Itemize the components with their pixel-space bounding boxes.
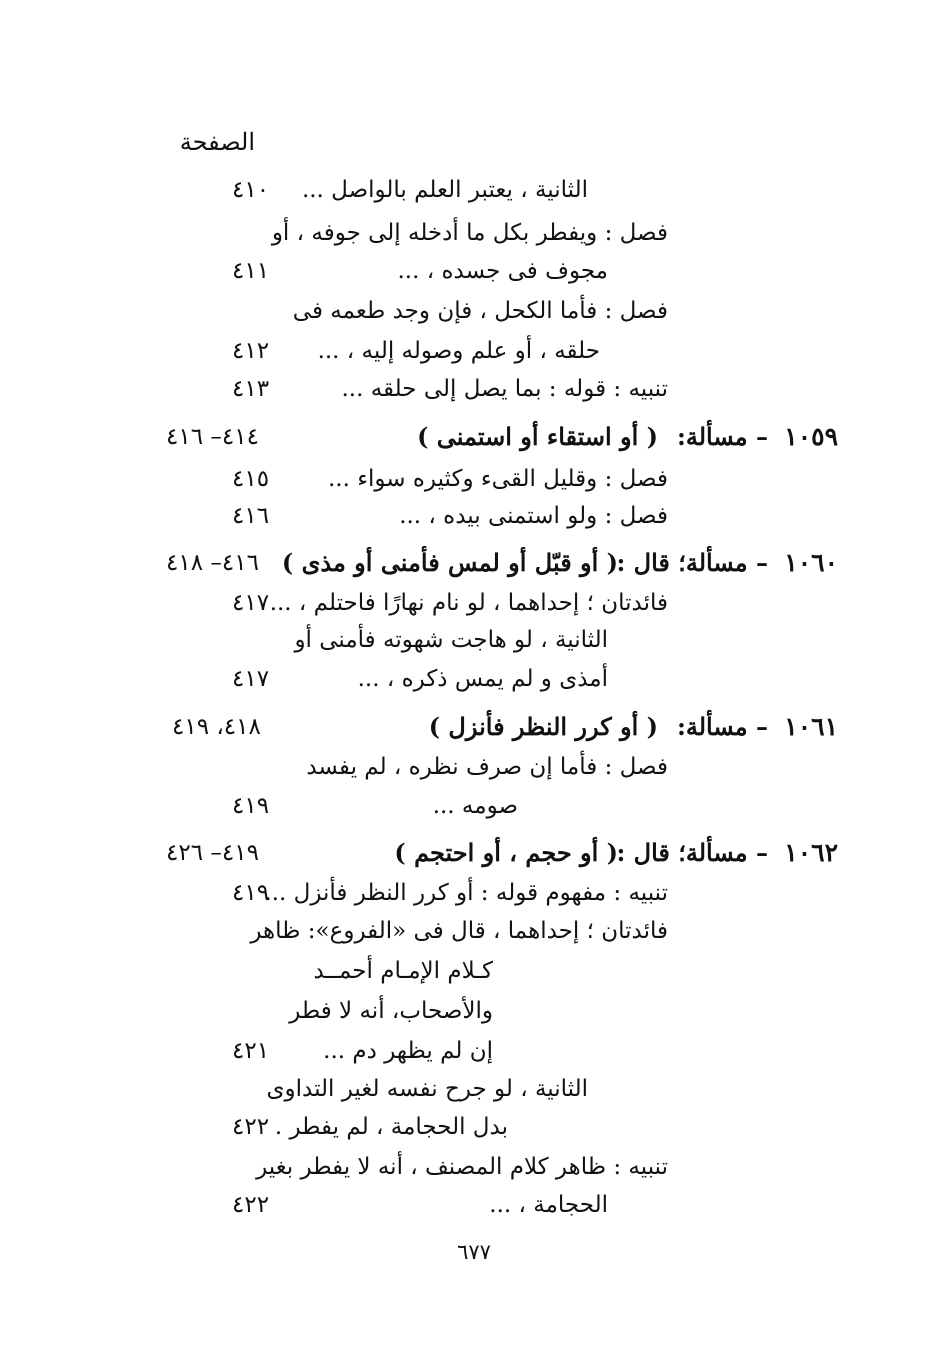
entry-text: صومه ... (432, 793, 518, 819)
entry-text: فصل : فأما إن صرف نظره ، لم يفسد (306, 754, 668, 780)
entry-page: ٤٢٢ (232, 1192, 270, 1218)
entry-page-range: ٤١٦– ٤١٨ (166, 550, 259, 576)
question-title: ( أو قبّل أو لمس فأمنى أو مذى ) (281, 548, 618, 577)
entry-text: تنبيه : مفهوم قوله : أو كرر النظر فأنزل ... (264, 880, 668, 906)
question-number: ١٠٦٢ (784, 838, 838, 867)
entry-text: الثانية ، لو هاجت شهوته فأمنى أو (294, 627, 608, 653)
entry-text: فائدتان ؛ إحداهما ، لو نام نهارًا فاحتلم ، ... (269, 590, 668, 616)
page-column-header: الصفحة (179, 128, 255, 156)
entry-page: ٤١٠ (232, 177, 270, 203)
entry-page-range: ٤١٨، ٤١٩ (172, 714, 261, 740)
entry-text: حلقه ، أو علم وصوله إليه ، ... (317, 338, 600, 364)
entry-text: بدل الحجامة ، لم يفطر . (274, 1114, 508, 1140)
question-title: ( أو كرر النظر فأنزل ) (428, 712, 658, 741)
question-label: – مسألة؛ قال : (616, 838, 768, 867)
entry-text: فائدتان ؛ إحداهما ، قال فى «الفروع»: ظاهر (250, 918, 668, 944)
question-number: ١٠٦٠ (784, 548, 838, 577)
question-label: – مسألة: (677, 712, 768, 741)
entry-text: أمذى و لم يمس ذكره ، ... (357, 666, 608, 692)
entry-text: الحجامة ، ... (489, 1192, 608, 1218)
question-number: ١٠٦١ (784, 712, 838, 741)
question-title: ( أو استقاء أو استمنى ) (417, 422, 658, 451)
entry-page: ٤١٦ (232, 503, 270, 529)
question-label: – مسألة: (677, 422, 768, 451)
entry-page: ٤٢١ (232, 1038, 270, 1064)
entry-text: فصل : فأما الكحل ، فإن وجد طعمه فى (292, 298, 668, 324)
entry-page: ٤٢٢ (232, 1114, 270, 1140)
entry-page: ٤١٧ (232, 590, 270, 616)
entry-text: تنبيه : قوله : بما يصل إلى حلقه ... (341, 376, 668, 402)
entry-text: كـلام الإمـام أحمــد (313, 958, 493, 984)
entry-text: الثانية ، لو جرح نفسه لغير التداوى (266, 1076, 588, 1102)
page-number: ٦٧٧ (457, 1240, 491, 1264)
entry-text: إن لم يظهر دم ... (323, 1038, 493, 1064)
entry-page-range: ٤١٩– ٤٢٦ (166, 840, 259, 866)
entry-page-range: ٤١٤– ٤١٦ (166, 424, 259, 450)
entry-text: تنبيه : ظاهر كلام المصنف ، أنه لا يفطر بغير (256, 1154, 668, 1180)
entry-page: ٤١١ (232, 258, 270, 284)
entry-page: ٤١٣ (232, 376, 270, 402)
entry-text: الثانية ، يعتبر العلم بالواصل ... (301, 177, 588, 203)
entry-text: فصل : وقليل القىء وكثيره سواء ... (327, 466, 668, 492)
entry-text: مجوف فى جسده ، ... (397, 258, 608, 284)
entry-page: ٤١٩ (232, 793, 270, 819)
entry-page: ٤١٥ (232, 466, 270, 492)
entry-text: فصل : ويفطر بكل ما أدخله إلى جوفه ، أو (271, 220, 668, 246)
entry-page: ٤١٩ (232, 880, 270, 906)
entry-text: فصل : ولو استمنى بيده ، ... (399, 503, 668, 529)
entry-page: ٤١٢ (232, 338, 270, 364)
question-number: ١٠٥٩ (784, 422, 838, 451)
question-label: – مسألة؛ قال : (616, 548, 768, 577)
entry-text: والأصحاب، أنه لا فطر (289, 998, 493, 1024)
question-title: ( أو حجم ، أو احتجم ) (394, 838, 618, 867)
entry-page: ٤١٧ (232, 666, 270, 692)
